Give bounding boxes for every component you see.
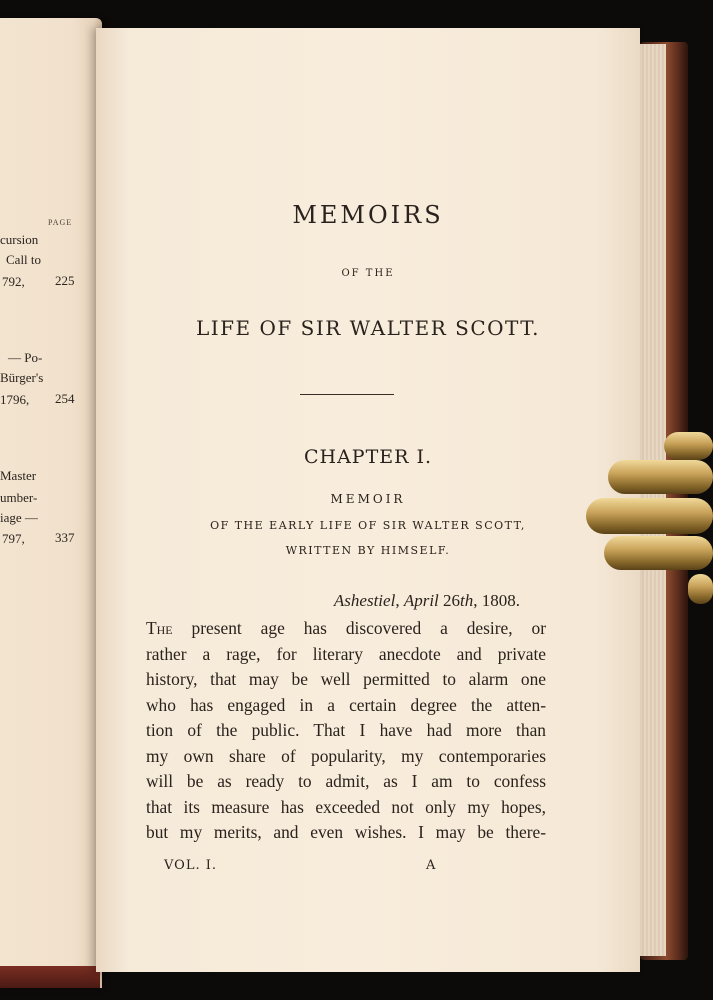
- chapter-heading: CHAPTER I.: [303, 446, 433, 468]
- book-title: LIFE OF SIR WALTER SCOTT.: [195, 316, 541, 340]
- toc-entry: Bürger's: [0, 370, 44, 385]
- text-line: but my merits, and even wishes. I may be there-: [146, 822, 546, 842]
- title-rule: [300, 394, 394, 395]
- toc-entry: 792,: [2, 274, 25, 289]
- page-title: MEMOIRS: [292, 201, 444, 229]
- toc-entry: cursion: [0, 232, 39, 247]
- main-page: [96, 28, 640, 972]
- text-line: [146, 616, 546, 642]
- text-line: my own share of popularity, my contemporaries: [146, 745, 546, 766]
- memoir-heading: MEMOIR: [330, 492, 406, 506]
- text-line: rather a rage, for literary anecdote and private: [146, 643, 546, 664]
- toc-page-number: 225: [55, 273, 75, 288]
- left-cover-edge: [0, 966, 100, 988]
- toc-page-number: 337: [55, 530, 75, 545]
- memoir-attribution: WRITTEN BY HIMSELF.: [285, 544, 451, 557]
- text-line: who has engaged in a certain degree the atten-: [146, 694, 546, 715]
- toc-page-number: 254: [55, 391, 75, 406]
- dateline: Ashestiel, April 26th, 1808.: [333, 591, 520, 610]
- brass-page-clip: [584, 430, 713, 610]
- toc-entry: 797,: [2, 531, 25, 546]
- toc-entry: 1796,: [0, 392, 30, 407]
- left-page: [0, 18, 102, 988]
- title-connector: OF THE: [341, 268, 395, 279]
- dateline-day-suffix: th: [460, 591, 474, 610]
- text-line: history, that may be well permitted to alarm one: [146, 669, 546, 689]
- toc-entry: Call to: [6, 252, 42, 267]
- dateline-month: April: [403, 591, 439, 610]
- toc-entry: Master: [0, 468, 37, 483]
- body-text: [146, 616, 546, 846]
- first-word: The: [146, 618, 173, 638]
- dateline-place: Ashestiel: [333, 591, 396, 610]
- volume-footer: VOL. I.: [164, 858, 217, 873]
- text-line: tion of the public. That I have had more than: [146, 720, 546, 740]
- toc-entry: iage —: [0, 510, 38, 525]
- dateline-day-number: 26: [443, 591, 461, 610]
- memoir-subtitle: OF THE EARLY LIFE OF SIR WALTER SCOTT,: [210, 519, 526, 532]
- text-line-content: present age has discovered a desire, or: [191, 618, 546, 638]
- signature-mark: A: [426, 858, 436, 873]
- toc-entry: — Po-: [8, 350, 43, 365]
- toc-entry: umber-: [0, 490, 38, 505]
- text-line: that its measure has exceeded not only my hopes,: [146, 796, 546, 817]
- dateline-year: 1808.: [481, 591, 520, 610]
- text-line: will be as ready to admit, as I am to confess: [146, 771, 546, 791]
- page-column-label: PAGE: [48, 218, 73, 227]
